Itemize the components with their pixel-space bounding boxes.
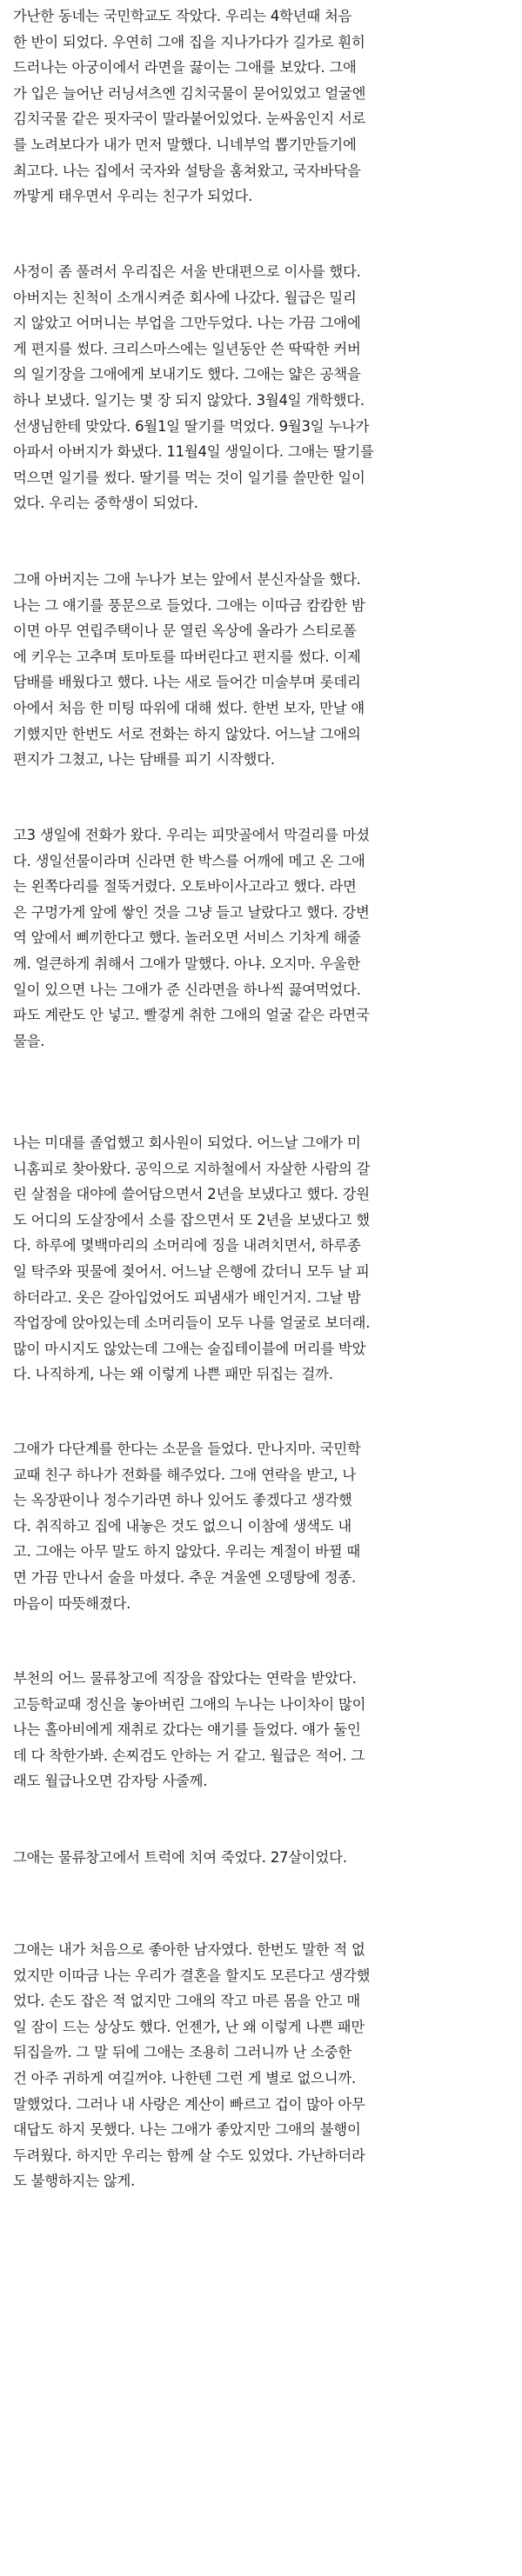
text-line: 었다. 우리는 중학생이 되었다. xyxy=(13,495,198,512)
text-line: 편지가 그쳤고, 나는 담배를 피기 시작했다. xyxy=(13,751,275,769)
text-line: 아파서 아버지가 화냈다. 11월4일 생일이다. 그애는 딸기를 xyxy=(13,443,374,461)
text-line: 다. 생일선물이라며 신라면 한 박스를 어깨에 메고 온 그애 xyxy=(13,852,365,869)
text-line: 물을. xyxy=(13,1032,45,1049)
text-line: 그애는 내가 처음으로 좋아한 남자였다. 한번도 말한 적 없 xyxy=(13,1941,365,1958)
text-line: 다. 취직하고 집에 내놓은 것도 없으니 이참에 생색도 내 xyxy=(13,1517,352,1534)
text-line: 께. 얼큰하게 취해서 그애가 말했다. 아냐. 오지마. 우울한 xyxy=(13,955,361,972)
text-line: 뒤집을까. 그 말 뒤에 그애는 조용히 그러니까 난 소중한 xyxy=(13,2044,352,2061)
text-line: 드러나는 아궁이에서 라면을 끓이는 그애를 보았다. 그애 xyxy=(13,59,357,77)
text-line: 일이 있으면 나는 그애가 준 신라면을 하나씩 끓여먹었다. xyxy=(13,981,361,998)
paragraph-8 xyxy=(13,1845,518,1871)
text-line: 최고다. 나는 집에서 국자와 설탕을 훔쳐왔고, 국자바닥을 xyxy=(13,162,361,179)
text-line: 교때 친구 하나가 전화를 해주었다. 그애 연락을 받고, 나 xyxy=(13,1466,357,1483)
text-line: 나는 그 얘기를 풍문으로 들었다. 그애는 이따금 캄캄한 밤 xyxy=(13,596,365,614)
text-line: 를 노려보다가 내가 먼저 말했다. 니네부엌 뽑기만들기에 xyxy=(13,136,357,153)
paragraph-3 xyxy=(13,567,518,773)
text-line: 지 않았고 어머니는 부업을 그만두었다. 나는 가끔 그애에 xyxy=(13,315,361,332)
text-line: 은 구멍가게 앞에 쌓인 것을 그냥 들고 날랐다고 했다. 강변 xyxy=(13,903,370,921)
text-line: 게 편지를 썼다. 크리스마스에는 일년동안 쓴 딱딱한 커버 xyxy=(13,340,361,357)
text-line: 하더라고. 옷은 갈아입었어도 피냄새가 배인거지. 그날 밤 xyxy=(13,1288,361,1306)
text-line: 나는 홀아비에게 재취로 갔다는 얘기를 들었다. 얘가 둘인 xyxy=(13,1721,361,1739)
paragraph-6 xyxy=(13,1436,518,1616)
text-line: 아버지는 친척이 소개시켜준 회사에 나갔다. 월급은 밀리 xyxy=(13,289,357,306)
text-line: 이면 아무 연립주택이나 문 열린 옥상에 올라가 스티로폴 xyxy=(13,622,357,640)
text-line: 가난한 동네는 국민학교도 작았다. 우리는 4학년때 처음 xyxy=(13,8,352,24)
text-line: 다. 나직하게, 나는 왜 이렇게 나쁜 패만 뒤집는 걸까. xyxy=(13,1366,333,1383)
text-line: 기했지만 한번도 서로 전화는 하지 않았다. 어느날 그애의 xyxy=(13,725,361,742)
text-line: 래도 월급나오면 감자탕 사줄께. xyxy=(13,1773,208,1790)
paragraph-4 xyxy=(13,822,518,1054)
text-line: 김치국물 같은 핏자국이 말라붙어있었다. 눈싸움인지 서로 xyxy=(13,110,366,128)
text-line: 그애 아버지는 그애 누나가 보는 앞에서 분신자살을 했다. xyxy=(13,571,361,588)
text-line: 한 반이 되었다. 우연히 그애 집을 지나가다가 길가로 훤히 xyxy=(13,33,365,50)
text-line: 에 키우는 고추며 토마토를 따버린다고 편지를 썼다. 이제 xyxy=(13,648,361,665)
text-line: 가 입은 늘어난 러닝셔츠엔 김치국물이 묻어있었고 얼굴엔 xyxy=(13,84,366,102)
paragraph-1 xyxy=(13,3,518,210)
text-line: 그애가 다단계를 한다는 소문을 들었다. 만나지마. 국민학 xyxy=(13,1441,361,1457)
text-line: 도 불행하지는 않게. xyxy=(13,2173,136,2190)
text-line: 작업장에 앉아있는데 소머리들이 모두 나를 얼굴로 보더래. xyxy=(13,1315,371,1332)
text-line: 역 앞에서 삐끼한다고 했다. 놀러오면 서비스 기차게 해줄 xyxy=(13,929,361,947)
text-line: 는 옥장판이나 정수기라면 하나 있어도 좋겠다고 생각했 xyxy=(13,1492,352,1509)
paragraph-7 xyxy=(13,1666,518,1794)
text-line: 고. 그애는 아무 말도 하지 않았다. 우리는 계절이 바뀔 때 xyxy=(13,1543,361,1561)
text-line: 면 가끔 만나서 술을 마셨다. 추운 겨울엔 오뎅탕에 정종. xyxy=(13,1568,357,1586)
text-line: 고3 생일에 전화가 왔다. 우리는 피맛골에서 막걸리를 마셨 xyxy=(13,827,370,843)
text-line: 고등학교때 정신을 놓아버린 그애의 누나는 나이차이 많이 xyxy=(13,1695,366,1713)
text-line: 까맣게 태우면서 우리는 친구가 되었다. xyxy=(13,188,253,205)
text-line: 도 어디의 도살장에서 소를 잡으면서 또 2년을 보냈다고 했 xyxy=(13,1211,370,1228)
text-line: 부천의 어느 물류창고에 직장을 잡았다는 연락을 받았다. xyxy=(13,1670,357,1687)
text-line: 파도 계란도 안 넣고. 빨겋게 취한 그애의 얼굴 같은 라면국 xyxy=(13,1007,370,1024)
text-line: 었지만 이따금 나는 우리가 결혼을 할지도 모른다고 생각했 xyxy=(13,1967,371,1984)
text-line: 많이 마시지도 않았는데 그애는 술집테이블에 머리를 박았 xyxy=(13,1340,366,1357)
text-line: 담배를 배웠다고 했다. 나는 새로 들어간 미술부며 롯데리 xyxy=(13,674,361,691)
text-line: 다. 하루에 몇백마리의 소머리에 징을 내려치면서, 하루종 xyxy=(13,1237,361,1255)
paragraph-9 xyxy=(13,1937,518,2194)
text-line: 말했었다. 그러나 내 사랑은 계산이 빠르고 겁이 많아 아무 xyxy=(13,2095,365,2113)
text-line: 선생님한테 맞았다. 6월1일 딸기를 먹었다. 9월3일 누나가 xyxy=(13,417,370,435)
text-line: 일 탁주와 핏물에 젖어서. 어느날 은행에 갔더니 모두 날 피 xyxy=(13,1262,370,1280)
text-line: 하나 보냈다. 일기는 몇 장 되지 않았다. 3월4일 개학했다. xyxy=(13,391,365,409)
paragraph-5 xyxy=(13,1130,518,1388)
text-line: 는 왼쪽다리를 절뚝거렸다. 오토바이사고라고 했다. 라면 xyxy=(13,878,357,895)
text-line: 나는 미대를 졸업했고 회사원이 되었다. 어느날 그애가 미 xyxy=(13,1135,361,1151)
text-line: 의 일기장을 그애에게 보내기도 했다. 그애는 얇은 공책을 xyxy=(13,366,361,383)
text-line: 니홈피로 찾아왔다. 공익으로 지하철에서 자살한 사람의 갈 xyxy=(13,1160,371,1177)
text-line: 마음이 따뜻해졌다. xyxy=(13,1594,131,1612)
text-line: 먹으면 일기를 썼다. 딸기를 먹는 것이 일기를 쓸만한 일이 xyxy=(13,469,365,486)
text-line: 아에서 처음 한 미팅 따위에 대해 썼다. 한번 보자, 만날 얘 xyxy=(13,699,365,716)
text-line: 었다. 손도 잡은 적 없지만 그애의 작고 마른 몸을 안고 매 xyxy=(13,1993,361,2010)
text-line: 린 살점을 대야에 쓸어담으면서 2년을 보냈다고 했다. 강원 xyxy=(13,1186,370,1203)
text-line: 데 다 착한가봐. 손찌검도 안하는 거 같고. 월급은 적어. 그 xyxy=(13,1747,365,1764)
text-line: 사정이 좀 풀려서 우리집은 서울 반대편으로 이사를 했다. xyxy=(13,263,361,280)
text-line: 건 아주 귀하게 여길꺼야. 나한텐 그런 게 별로 없으니까. xyxy=(13,2069,357,2087)
text-line: 대답도 하지 못했다. 나는 그애가 좋았지만 그애의 불행이 xyxy=(13,2121,361,2139)
paragraph-2 xyxy=(13,259,518,516)
text-line: 두려웠다. 하지만 우리는 함께 살 수도 있었다. 가난하더라 xyxy=(13,2147,365,2164)
text-line: 그애는 물류창고에서 트럭에 치여 죽었다. 27살이었다. xyxy=(13,1849,347,1866)
text-line: 일 잠이 드는 상상도 했다. 언젠가, 난 왜 이렇게 나쁜 패만 xyxy=(13,2018,365,2035)
